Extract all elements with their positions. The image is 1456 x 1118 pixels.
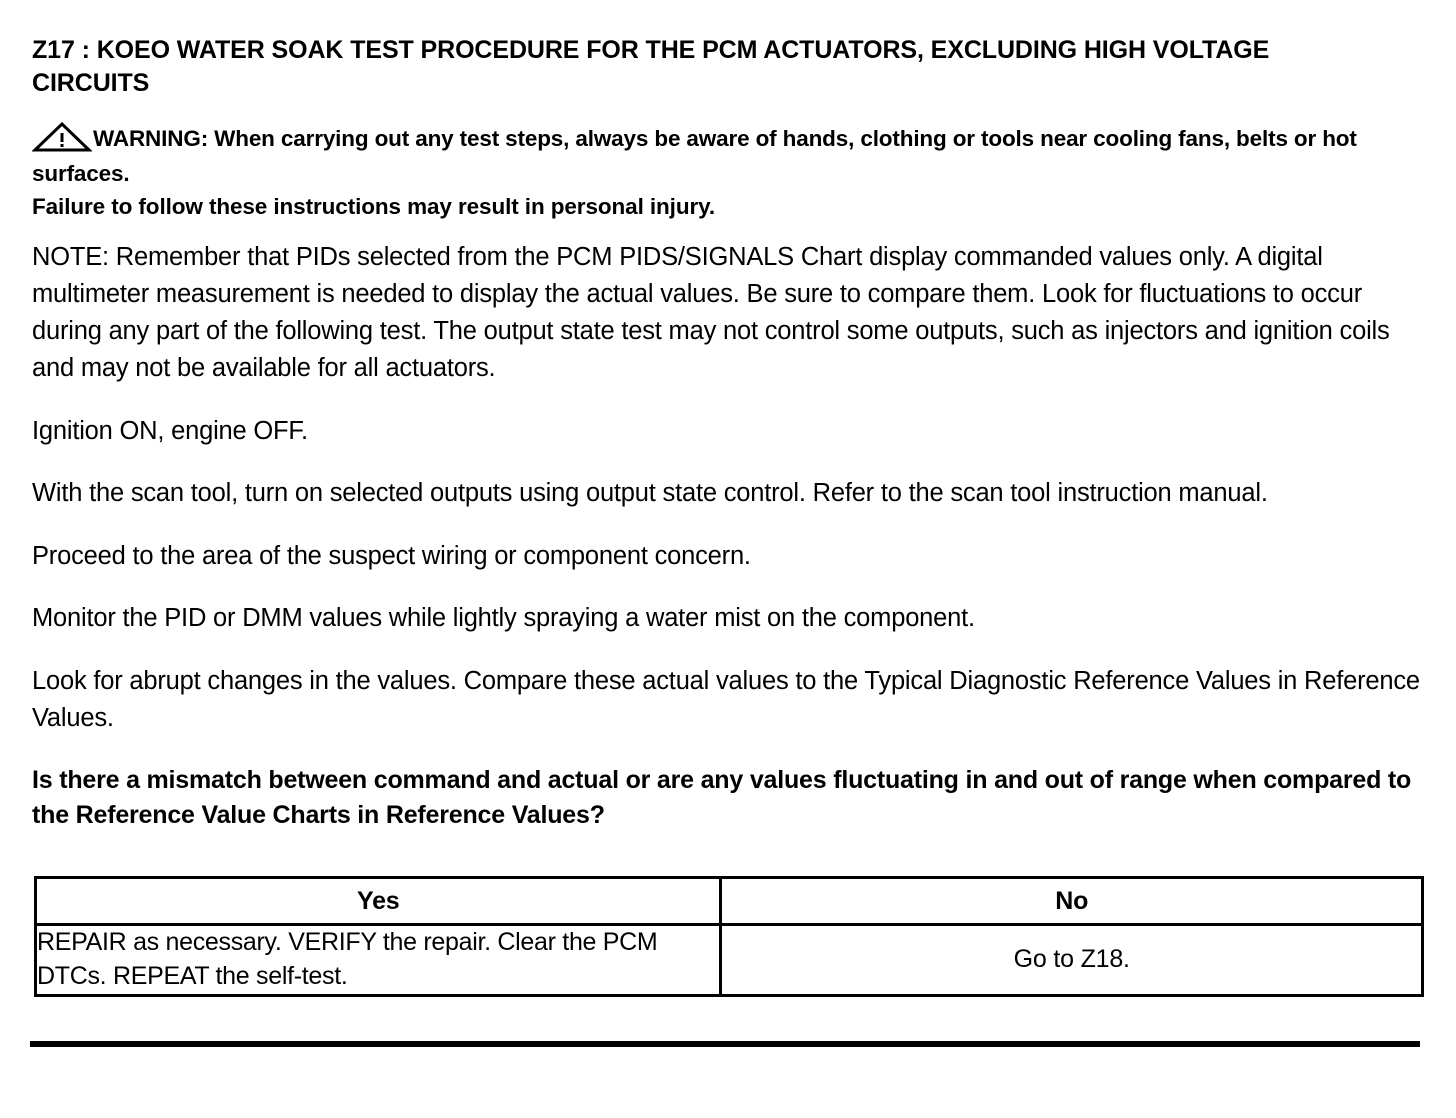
- decision-table: [34, 876, 1424, 997]
- footer-divider: [30, 1041, 1420, 1047]
- column-header-no: No: [721, 878, 1423, 925]
- table-header-row: [36, 878, 1423, 925]
- yes-action-cell: REPAIR as necessary. VERIFY the repair. Clear the PCM DTCs. REPEAT the self-test.: [36, 925, 721, 996]
- warning-primary-text: [32, 122, 1420, 189]
- paragraph-step-2: With the scan tool, turn on selected outputs using output state control. Refer to the scan tool instruction manual.: [32, 479, 1268, 508]
- paragraph-step-1: Ignition ON, engine OFF.: [32, 416, 308, 445]
- paragraph-step-3: Proceed to the area of the suspect wiring or component concern.: [32, 541, 751, 570]
- warning-triangle-icon: [32, 122, 92, 160]
- decision-question: Is there a mismatch between command and actual or are any values fluctuating in and out of range when compared to the Reference Value Charts in Reference Values?: [32, 765, 1412, 830]
- paragraph-step-5: Look for abrupt changes in the values. Compare these actual values to the Typical Diagnostic Reference Values in Reference Values.: [32, 666, 1420, 732]
- paragraph-note: NOTE: Remember that PIDs selected from the PCM PIDS/SIGNALS Chart display commanded values only. A digital multimeter measurement is needed to display the actual values. Be sure to compare them. Look for fluctuations to occur during any part of the following test. The output state test may not control some outputs, such as injectors and ignition coils and may not be available for all actuators.: [32, 243, 1390, 383]
- column-header-yes: Yes: [36, 878, 721, 925]
- warning-secondary-text: Failure to follow these instructions may result in personal injury.: [32, 193, 716, 219]
- warning-primary-label: WARNING: When carrying out any test steps, always be aware of hands, clothing or tools near cooling fans, belts or hot surfaces.: [32, 126, 1357, 186]
- page-title: Z17 : KOEO WATER SOAK TEST PROCEDURE FOR THE PCM ACTUATORS, EXCLUDING HIGH VOLTAGE CIRCUITS: [32, 36, 1270, 97]
- no-action-cell: Go to Z18.: [721, 925, 1423, 996]
- warning-block: [32, 122, 1420, 221]
- paragraph-step-4: Monitor the PID or DMM values while lightly spraying a water mist on the component.: [32, 604, 975, 633]
- table-row: [36, 925, 1423, 996]
